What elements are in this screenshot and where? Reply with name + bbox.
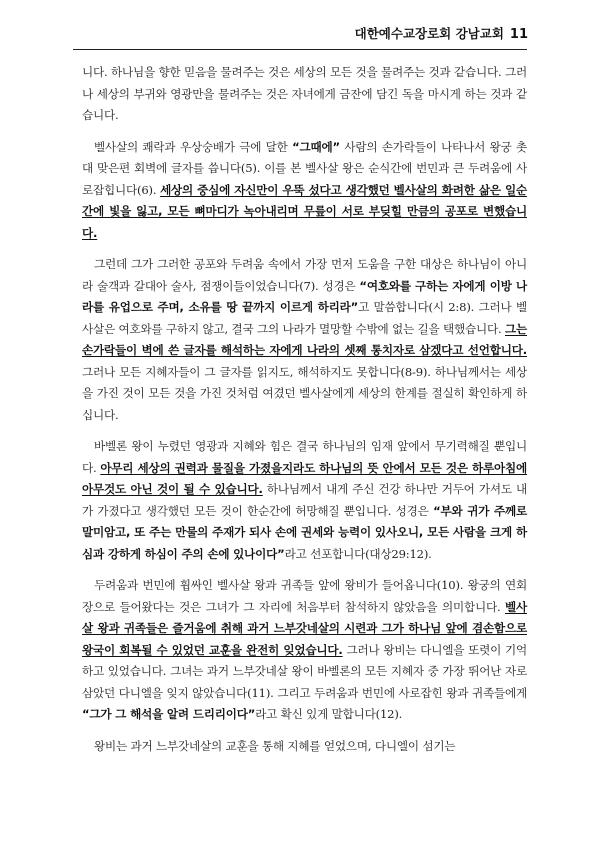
emphasized-sentence: 세상의 중심에 자신만이 우뚝 섰다고 생각했던 벨사살의 화려한 삶은 일순간에 빛을 잃고, 모든 뼈마디가 녹아내리며 무릎이 서로 부딪힐 만큼의 공포로 변했습니다. <box>82 182 527 240</box>
scripture-quote: “여호와를 구하는 자에게 이방 나라를 유업으로 주며, 소유를 땅 끝까지 이르게 하리라” <box>82 278 527 314</box>
text-segment: 고 말씀합니다(시 2:8). 그러나 벨사살은 여호와를 구하지 않고, 결국 그의 나라가 멸망할 수밖에 없는 길을 택했습니다. <box>82 300 527 336</box>
paragraph-6 <box>82 736 527 758</box>
emphasized-sentence: 아무리 세상의 권력과 물질을 가졌을지라도 하나님의 뜻 안에서 모든 것은 하루아침에 아무것도 아닌 것이 될 수 있습니다. <box>82 460 527 496</box>
text-segment: 그러나 왕비는 다니엘을 또렷이 기억하고 있었습니다. 그녀는 과거 느부갓네살 왕이 바벨론의 모든 지혜자 중 가장 뛰어난 자로 삼았던 다니엘을 잊지 않았습니다(11). 그리고 두려움과 번민에 사로잡힌 왕과 귀족들에게 <box>82 642 527 700</box>
church-name: 대한예수교장로회 강남교회 <box>354 26 504 41</box>
body-text <box>82 62 527 767</box>
paragraph-4 <box>82 436 527 565</box>
text-segment: 벨사살의 쾌락과 우상숭배가 극에 달한 <box>94 139 293 154</box>
text-segment: 니다. 하나님을 향한 믿음을 물려주는 것은 세상의 모든 것을 물려주는 것과 같습니다. 그러나 세상의 부귀와 영광만을 물려주는 것은 자녀에게 금잔에 담긴 독을 마시게 하는 것과 같습니다. <box>82 65 527 122</box>
paragraph-2 <box>82 137 527 245</box>
paragraph-3 <box>82 254 527 426</box>
quoted-phrase: “그가 그 해석을 알려 드리리이다” <box>82 707 256 721</box>
text-segment: 그러나 모든 지혜자들이 그 글자를 읽지도, 해석하지도 못합니다(8-9). 하나님께서는 세상을 가진 것이 모든 것을 가진 것처럼 여겼던 벨사살에게 세상의 한계를 절실히 확인하게 하십니다. <box>82 364 527 422</box>
text-segment: 왕비는 과거 느부갓네살의 교훈을 통해 지혜를 얻었으며, 다니엘이 섬기는 <box>94 738 456 753</box>
page-header <box>355 24 528 44</box>
text-segment: 라고 선포합니다(대상29:12). <box>284 546 432 561</box>
emphasized-sentence: 그는 손가락들이 벽에 쓴 글자를 해석하는 자에게 나라의 셋째 통치자로 삼겠다고 선언합니다. <box>82 321 527 357</box>
page-number: 11 <box>509 27 528 42</box>
scripture-quote: “부와 귀가 주께로 말미암고, 또 주는 만물의 주재가 되사 손에 권세와 능력이 있사오니, 모든 사람을 크게 하심과 강하게 하심이 주의 손에 있나이다” <box>82 503 527 561</box>
text-segment: 바벨론 왕이 누렸던 영광과 지혜와 힘은 결국 하나님의 임재 앞에서 무기력해질 뿐입니다. <box>82 439 527 475</box>
paragraph-1 <box>82 62 527 127</box>
text-segment: 라고 확신 있게 말합니다(12). <box>255 707 403 721</box>
text-segment: 그런데 그가 그러한 공포와 두려움 속에서 가장 먼저 도움을 구한 대상은 하나님이 아니라 술객과 갈대아 술사, 점쟁이들이었습니다(7). 성경은 <box>82 257 527 293</box>
text-segment: 하나님께서 내게 주신 건강 하나만 거두어 가셔도 내가 가졌다고 생각했던 모든 것이 한순간에 허망해질 뿐입니다. 성경은 <box>82 482 527 518</box>
quoted-phrase: “그때에” <box>292 139 340 154</box>
emphasized-sentence: 벨사살 왕과 귀족들은 즐거움에 취해 과거 느부갓네살의 시련과 그가 하나님 앞에 겸손함으로 왕국이 회복될 수 있었던 교훈을 완전히 잊었습니다. <box>82 599 527 657</box>
text-segment: 두려움과 번민에 휩싸인 벨사살 왕과 귀족들 앞에 왕비가 들어옵니다(10). 왕궁의 연회장으로 들어왔다는 것은 그녀가 그 자리에 처음부터 참석하지 않았음을 의미합니다. <box>82 578 527 614</box>
text-segment: 사람의 손가락들이 나타나서 왕궁 촛대 맞은편 회벽에 글자를 씁니다(5). 이를 본 벨사살 왕은 순식간에 번민과 큰 두려움에 사로잡힙니다(6). <box>82 139 527 197</box>
header-divider <box>73 49 527 50</box>
paragraph-5 <box>82 575 527 726</box>
